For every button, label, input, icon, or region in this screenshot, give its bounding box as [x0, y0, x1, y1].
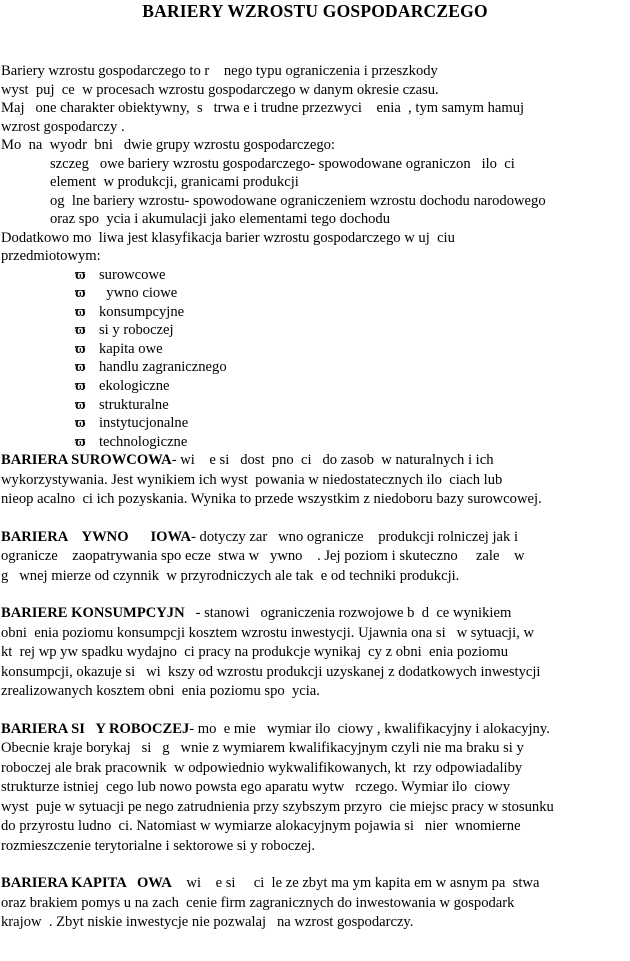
bullet-icon: ϖ [75, 396, 86, 413]
groups-intro: Mo na wyodr bni dwie grupy wzrostu gospodarczego: [1, 137, 335, 153]
list-item-label: ywno ciowe [99, 285, 178, 302]
section-line: g wnej mierze od czynnik w przyrodniczych ale tak e od techniki produkcji. [1, 567, 460, 584]
bullet-icon: ϖ [75, 266, 86, 283]
groups-list [1, 155, 627, 229]
bullet-icon: ϖ [75, 340, 86, 357]
section-line: obni enia poziomu konsumpcji kosztem wzrostu inwestycji. Ujawnia ona si w sytuacji, w [1, 624, 534, 641]
list-item [1, 303, 627, 322]
section-kapitalowa [1, 874, 627, 933]
list-item [1, 340, 627, 359]
section-line: wi e si ci le ze zbyt ma ym kapita em w asnym pa stwa [171, 875, 540, 892]
section-line: konsumpcji, okazuje si wi kszy od wzrostu produkcji uzyskanej z dodatkowych inwestycji [1, 663, 541, 680]
list-item-label: strukturalne [99, 396, 169, 413]
section-line: - dotyczy zar wno ogranicze produkcji rolniczej jak i [191, 528, 519, 545]
section-zywnosciowa [1, 528, 627, 587]
list-item-label: kapita owe [99, 340, 163, 357]
section-line: oraz brakiem pomys u na zach cenie firm zagranicznych do inwestowania w gospodark [1, 894, 515, 911]
intro-line: Bariery wzrostu gospodarczego to r nego typu ograniczenia i przeszkody [1, 63, 438, 79]
bullet-icon: ϖ [75, 415, 86, 432]
bullet-icon: ϖ [75, 322, 86, 339]
section-line: roboczej ale brak pracownik w odpowiednio wykwalifikowanych, kt rzy odpowiadaliby [1, 759, 523, 776]
section-line: - mo e mie wymiar ilo ciowy , kwalifikacyjny i alokacyjny. [189, 720, 550, 737]
intro-paragraph [1, 62, 627, 136]
list-item-label: handlu zagranicznego [99, 359, 227, 376]
section-heading: BARIERA KAPITA OWA [1, 875, 172, 892]
classification-line: przedmiotowym: [1, 248, 101, 264]
section-line: wykorzystywania. Jest wynikiem ich wyst powania w niedostatecznych ilo ciach lub [1, 471, 503, 488]
section-line: Obecnie kraje borykaj si g wnie z wymiarem kwalifikacyjnym czyli nie ma braku si y [1, 740, 524, 757]
document-title: BARIERY WZROSTU GOSPODARCZEGO [142, 1, 488, 21]
list-item [1, 377, 627, 396]
section-heading: BARIERE KONSUMPCYJN [1, 605, 185, 622]
bullet-icon: ϖ [75, 378, 86, 395]
list-item-label: si y roboczej [99, 322, 174, 339]
section-line: nieop acalno ci ich pozyskania. Wynika to przede wszystkim z niedoboru bazy surowcowej. [1, 491, 542, 508]
bullet-icon: ϖ [75, 285, 86, 302]
document-body [1, 62, 627, 933]
list-item [1, 414, 627, 433]
section-heading: BARIERA YWNO IOWA [1, 528, 192, 545]
section-line: krajow . Zbyt niskie inwestycje nie pozwalaj na wzrost gospodarczy. [1, 914, 414, 931]
group-line: og lne bariery wzrostu- spowodowane ograniczeniem wzrostu dochodu narodowego [50, 192, 546, 209]
list-item [1, 358, 627, 377]
section-surowcowa [1, 451, 627, 510]
list-item [1, 266, 627, 285]
list-item-label: ekologiczne [99, 378, 170, 395]
section-line: ogranicze zaopatrywania spo ecze stwa w ywno . Jej poziom i skuteczno zale w [1, 548, 525, 565]
section-konsumpcyjna [1, 604, 627, 702]
list-item [1, 284, 627, 303]
bullet-icon: ϖ [75, 359, 86, 376]
list-item-label: instytucjonalne [99, 415, 189, 432]
section-line: wyst puje w sytuacji pe nego zatrudnienia przy szybszym przyro cie miejsc pracy w stosunku [1, 798, 554, 815]
section-line: do przyrostu ludno ci. Natomiast w wymiarze alokacyjnym pojawia si nier wnomierne [1, 818, 521, 835]
group-line: oraz spo ycia i akumulacji jako elementami tego dochodu [50, 211, 391, 227]
group-line: szczeg owe bariery wzrostu gospodarczego- spowodowane ograniczon ilo ci [50, 155, 515, 172]
section-heading: BARIERA SUROWCOWA [1, 452, 172, 469]
list-item-label: konsumpcyjne [99, 303, 185, 320]
list-item [1, 321, 627, 340]
list-item-label: technologiczne [99, 433, 188, 450]
list-item [1, 396, 627, 415]
section-line: strukturze istniej cego lub nowo powsta ego aparatu wytw rczego. Wymiar ilo ciowy [1, 779, 511, 796]
section-line: kt rej wp yw spadku wydajno ci pracy na produkcje wynikaj cy z obni enia poziomu [1, 644, 508, 661]
section-line: rozmieszczenie terytorialne i sektorowe si y roboczej. [1, 837, 316, 854]
classification-paragraph [1, 229, 627, 266]
intro-line: wzrost gospodarczy . [1, 118, 125, 135]
categories-list [1, 266, 627, 452]
intro-line: Maj one charakter obiektywny, s trwa e i trudne przezwyci enia , tym samym hamuj [1, 100, 525, 116]
bullet-icon: ϖ [75, 433, 86, 450]
section-sila-robocza [1, 720, 627, 857]
section-line: - wi e si dost pno ci do zasob w naturalnych i ich [171, 452, 494, 469]
bullet-icon: ϖ [75, 303, 86, 320]
section-line: - stanowi ograniczenia rozwojowe b d ce wynikiem [184, 605, 512, 622]
group-line: element w produkcji, granicami produkcji [50, 174, 299, 190]
list-item-label: surowcowe [99, 266, 166, 283]
list-item [1, 433, 627, 452]
classification-line: Dodatkowo mo liwa jest klasyfikacja barier wzrostu gospodarczego w uj ciu [1, 229, 455, 246]
section-line: zrealizowanych kosztem obni enia poziomu spo ycia. [1, 683, 320, 700]
section-heading: BARIERA SI Y ROBOCZEJ [1, 720, 190, 737]
intro-line: wyst puj ce w procesach wzrostu gospodarczego w danym okresie czasu. [1, 81, 439, 98]
